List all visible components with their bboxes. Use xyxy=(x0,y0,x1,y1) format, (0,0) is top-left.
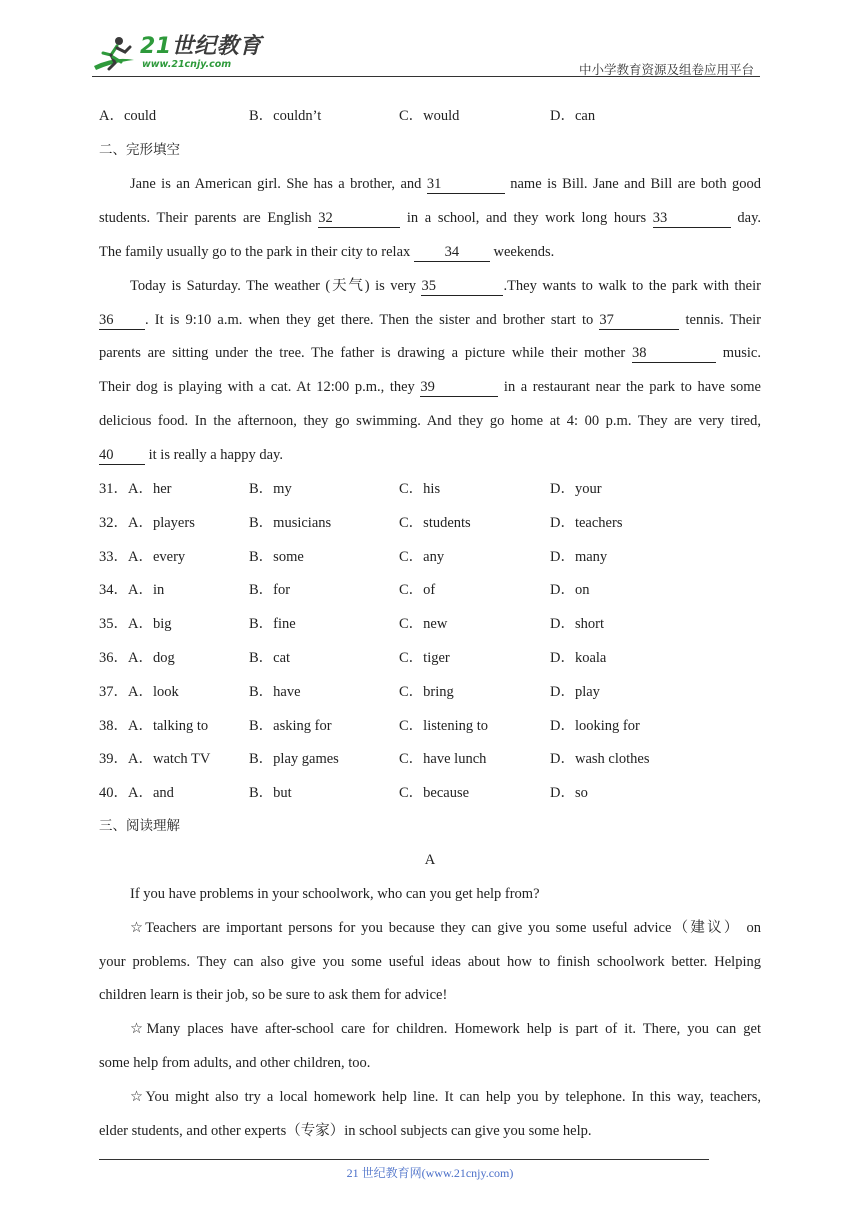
option-a: A．talking to xyxy=(128,718,209,734)
option-d: D．play xyxy=(550,684,600,700)
option-b: B．for xyxy=(249,582,291,598)
question-number: 37． xyxy=(99,684,128,700)
question-number-and-option-a xyxy=(99,749,210,769)
question-number: 33． xyxy=(99,549,128,565)
question-number-and-option-a xyxy=(99,479,172,499)
blank-38: 38 xyxy=(632,345,716,363)
option-b: B．have xyxy=(249,684,301,700)
question-number-and-option-a xyxy=(99,580,164,600)
option-b: B．asking for xyxy=(249,718,332,734)
cloze-line: students. Their parents are English 32 in a school, and they work long hours 33 day. xyxy=(99,210,762,226)
option-a: A．watch TV xyxy=(128,751,211,767)
option-d: D．teachers xyxy=(550,515,623,531)
option-c: C．listening to xyxy=(399,718,489,734)
cloze-line: The family usually go to the park in their city to relax 34 weekends. xyxy=(99,244,555,260)
option-a: A．look xyxy=(128,684,179,700)
blank-40: 40 xyxy=(99,447,145,465)
option-c: C．would xyxy=(399,108,460,124)
section-title-reading: 三、阅读理解 xyxy=(99,818,180,834)
blank-35: 35 xyxy=(421,278,503,296)
blank-31: 31 xyxy=(427,176,505,194)
cloze-line: 40 it is really a happy day. xyxy=(99,447,283,463)
question-number-and-option-a xyxy=(99,716,208,736)
question-number: 31． xyxy=(99,481,128,497)
footer-divider xyxy=(99,1159,709,1160)
question-number-and-option-a xyxy=(99,648,175,668)
option-a: A．could xyxy=(99,108,157,124)
option-d: D．on xyxy=(550,582,590,598)
question-number: 34． xyxy=(99,582,128,598)
logo-url: www.21cnjy.com xyxy=(142,59,232,70)
option-a: A．every xyxy=(128,549,186,565)
question-number-and-option-a xyxy=(99,783,174,803)
option-a: A．in xyxy=(128,582,165,598)
option-b: B．but xyxy=(249,785,292,801)
option-a: A．dog xyxy=(128,650,175,666)
reading-line: elder students, and other experts（专家）in school subjects can give you some help. xyxy=(99,1123,592,1139)
reading-line: your problems. They can also give you some useful ideas about how to finish schoolwork better. Helping xyxy=(99,954,761,970)
option-b: B．cat xyxy=(249,650,291,666)
question-number: 40． xyxy=(99,785,128,801)
question-number: 38． xyxy=(99,718,128,734)
footer-text[interactable]: 21 世纪教育网(www.21cnjy.com) xyxy=(346,1166,514,1180)
site-logo[interactable] xyxy=(92,34,262,81)
option-c: C．because xyxy=(399,785,470,801)
question-number-and-option-a xyxy=(99,547,185,567)
option-a: A．big xyxy=(128,616,172,632)
reading-line: ☆You might also try a local homework help line. It can help you by telephone. In this way, teachers, xyxy=(130,1089,761,1105)
option-d: D．your xyxy=(550,481,602,497)
reading-line: ☆Many places have after-school care for children. Homework help is part of it. There, you can get xyxy=(130,1021,761,1037)
option-b: B．my xyxy=(249,481,292,497)
option-a: A．players xyxy=(128,515,195,531)
blank-32: 32 xyxy=(318,210,400,228)
cloze-line: delicious food. In the afternoon, they go swimming. And they go home at 4: 00 p.m. They are very tired, xyxy=(99,413,761,429)
cloze-line: Today is Saturday. The weather (天气) is very 35 .They wants to walk to the park with their xyxy=(130,278,761,294)
reading-line: children learn is their job, so be sure to ask them for advice! xyxy=(99,987,448,1003)
reading-line: If you have problems in your schoolwork, who can you get help from? xyxy=(130,886,540,902)
option-a: A．and xyxy=(128,785,174,801)
option-c: C．new xyxy=(399,616,448,632)
blank-36: 36 xyxy=(99,312,145,330)
question-number: 32． xyxy=(99,515,128,531)
option-c: C．students xyxy=(399,515,471,531)
passage-label: A xyxy=(424,852,436,868)
option-c: C．tiger xyxy=(399,650,450,666)
option-b: B．play games xyxy=(249,751,339,767)
section-title-cloze: 二、完形填空 xyxy=(99,142,180,158)
question-number-and-option-a xyxy=(99,682,179,702)
question-number: 36． xyxy=(99,650,128,666)
page-header xyxy=(92,30,760,78)
cloze-line: Jane is an American girl. She has a brother, and 31 name is Bill. Jane and Bill are both good xyxy=(130,176,761,192)
running-figure-icon xyxy=(92,34,136,81)
option-d: D．wash clothes xyxy=(550,751,650,767)
option-b: B．couldn’t xyxy=(249,108,322,124)
logo-brand: 21世纪教育 xyxy=(140,34,262,59)
reading-line: ☆Teachers are important persons for you because they can give you some useful advice（建议） on xyxy=(130,920,761,936)
option-c: C．any xyxy=(399,549,445,565)
option-d: D．so xyxy=(550,785,588,801)
option-c: C．of xyxy=(399,582,436,598)
blank-39: 39 xyxy=(420,379,498,397)
option-d: D．many xyxy=(550,549,608,565)
option-c: C．his xyxy=(399,481,441,497)
cloze-line: parents are sitting under the tree. The father is drawing a picture while their mother 38 music. xyxy=(99,345,761,361)
option-c: C．have lunch xyxy=(399,751,487,767)
blank-33: 33 xyxy=(653,210,731,228)
question-number-and-option-a xyxy=(99,614,172,634)
reading-line: some help from adults, and other children, too. xyxy=(99,1055,371,1071)
question-number-and-option-a xyxy=(99,513,195,533)
option-b: B．fine xyxy=(249,616,296,632)
option-d: D．koala xyxy=(550,650,607,666)
header-divider xyxy=(92,76,760,77)
option-b: B．some xyxy=(249,549,304,565)
question-number: 35． xyxy=(99,616,128,632)
blank-34: 34 xyxy=(414,244,490,262)
cloze-line: Their dog is playing with a cat. At 12:00 p.m., they 39 in a restaurant near the park to have some xyxy=(99,379,761,395)
option-b: B．musicians xyxy=(249,515,332,531)
cloze-line: 36 . It is 9:10 a.m. when they get there. Then the sister and brother start to 37 tennis. Their xyxy=(99,312,761,328)
blank-37: 37 xyxy=(599,312,679,330)
option-d: D．can xyxy=(550,108,596,124)
option-d: D．looking for xyxy=(550,718,640,734)
option-d: D．short xyxy=(550,616,604,632)
option-a: A．her xyxy=(128,481,172,497)
platform-title: 中小学教育资源及组卷应用平台 xyxy=(578,62,754,77)
question-number: 39． xyxy=(99,751,128,767)
option-c: C．bring xyxy=(399,684,454,700)
